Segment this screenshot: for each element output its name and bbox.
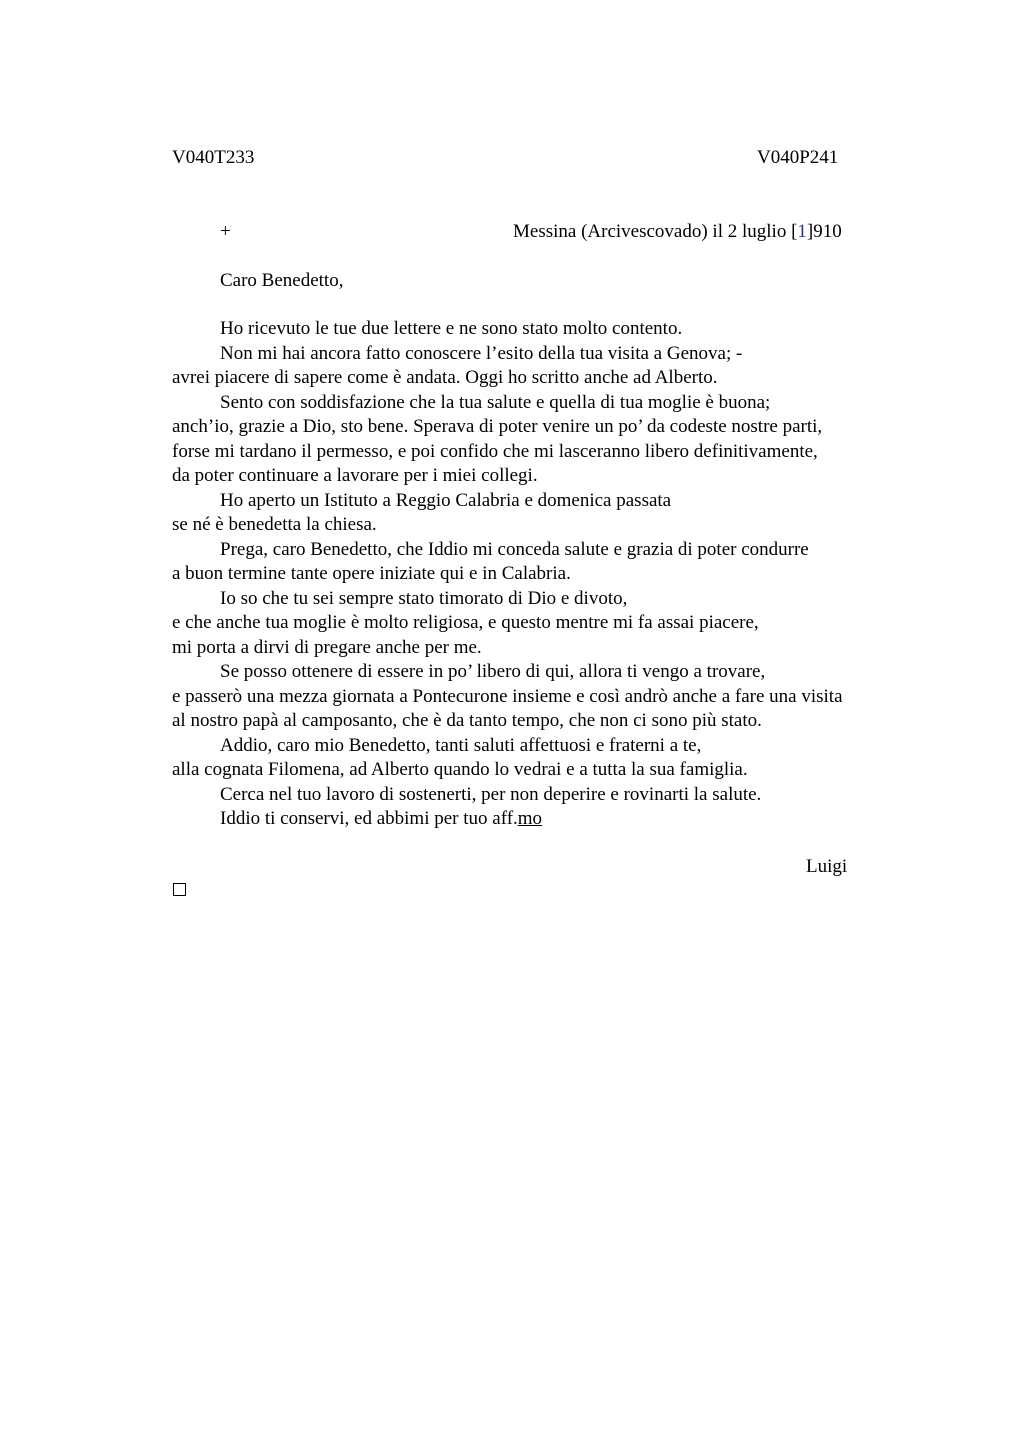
letter-line: Non mi hai ancora fatto conoscere l’esito della tua visita a Genova; - <box>220 342 743 364</box>
end-square-icon <box>173 883 186 896</box>
letter-line: Cerca nel tuo lavoro di sostenerti, per non deperire e rovinarti la salute. <box>220 783 762 805</box>
closing-suffix: mo <box>517 808 543 829</box>
letter-line: forse mi tardano il permesso, e poi confido che mi lasceranno libero definitivamente, <box>172 440 818 462</box>
letter-line: se né è benedetta la chiesa. <box>172 514 377 535</box>
letter-line: e passerò una mezza giornata a Pontecurone insieme e così andrò anche a fare una visita <box>172 685 843 707</box>
letter-line: Sento con soddisfazione che la tua salute e quella di tua moglie è buona; <box>220 391 771 413</box>
letter-signature: Luigi <box>806 856 848 877</box>
letter-line: e che anche tua moglie è molto religiosa, e questo mentre mi fa assai piacere, <box>172 612 759 633</box>
dateline-bracket-number: 1 <box>797 221 807 242</box>
document-code-left: V040T233 <box>172 147 255 168</box>
letter-closing <box>172 807 932 832</box>
closing-text: Iddio ti conservi, ed abbimi per tuo aff. <box>220 808 518 829</box>
letter-line: Addio, caro mio Benedetto, tanti saluti affettuosi e fraterni a te, <box>220 734 702 756</box>
letter-line: Ho ricevuto le tue due lettere e ne sono stato molto contento. <box>220 318 683 339</box>
dateline-year: ]910 <box>806 221 842 242</box>
letter-line: mi porta a dirvi di pregare anche per me. <box>172 636 482 658</box>
letter-line: Ho aperto un Istituto a Reggio Calabria e domenica passata <box>220 489 672 511</box>
letter-line: Prega, caro Benedetto, che Iddio mi conceda salute e grazia di poter condurre <box>220 538 809 560</box>
cross-symbol: + <box>220 221 231 242</box>
letter-line: Se posso ottenere di essere in po’ libero di qui, allora ti vengo a trovare, <box>220 661 766 682</box>
letter-dateline <box>513 220 842 244</box>
letter-line: avrei piacere di sapere come è andata. Oggi ho scritto anche ad Alberto. <box>172 367 718 388</box>
dateline-place-date: Messina (Arcivescovado) il 2 luglio [ <box>513 221 798 242</box>
letter-line: anch’io, grazie a Dio, sto bene. Sperava di poter venire un po’ da codeste nostre parti, <box>172 416 823 437</box>
letter-line: alla cognata Filomena, ad Alberto quando lo vedrai e a tutta la sua famiglia. <box>172 759 748 780</box>
letter-body <box>172 317 932 832</box>
letter-line: da poter continuare a lavorare per i miei collegi. <box>172 465 538 486</box>
letter-line: al nostro papà al camposanto, che è da tanto tempo, che non ci sono più stato. <box>172 710 762 731</box>
letter-line: a buon termine tante opere iniziate qui e in Calabria. <box>172 563 571 584</box>
letter-salutation: Caro Benedetto, <box>220 270 344 291</box>
letter-line: Io so che tu sei sempre stato timorato di Dio e divoto, <box>220 587 628 609</box>
document-code-right: V040P241 <box>757 147 839 168</box>
